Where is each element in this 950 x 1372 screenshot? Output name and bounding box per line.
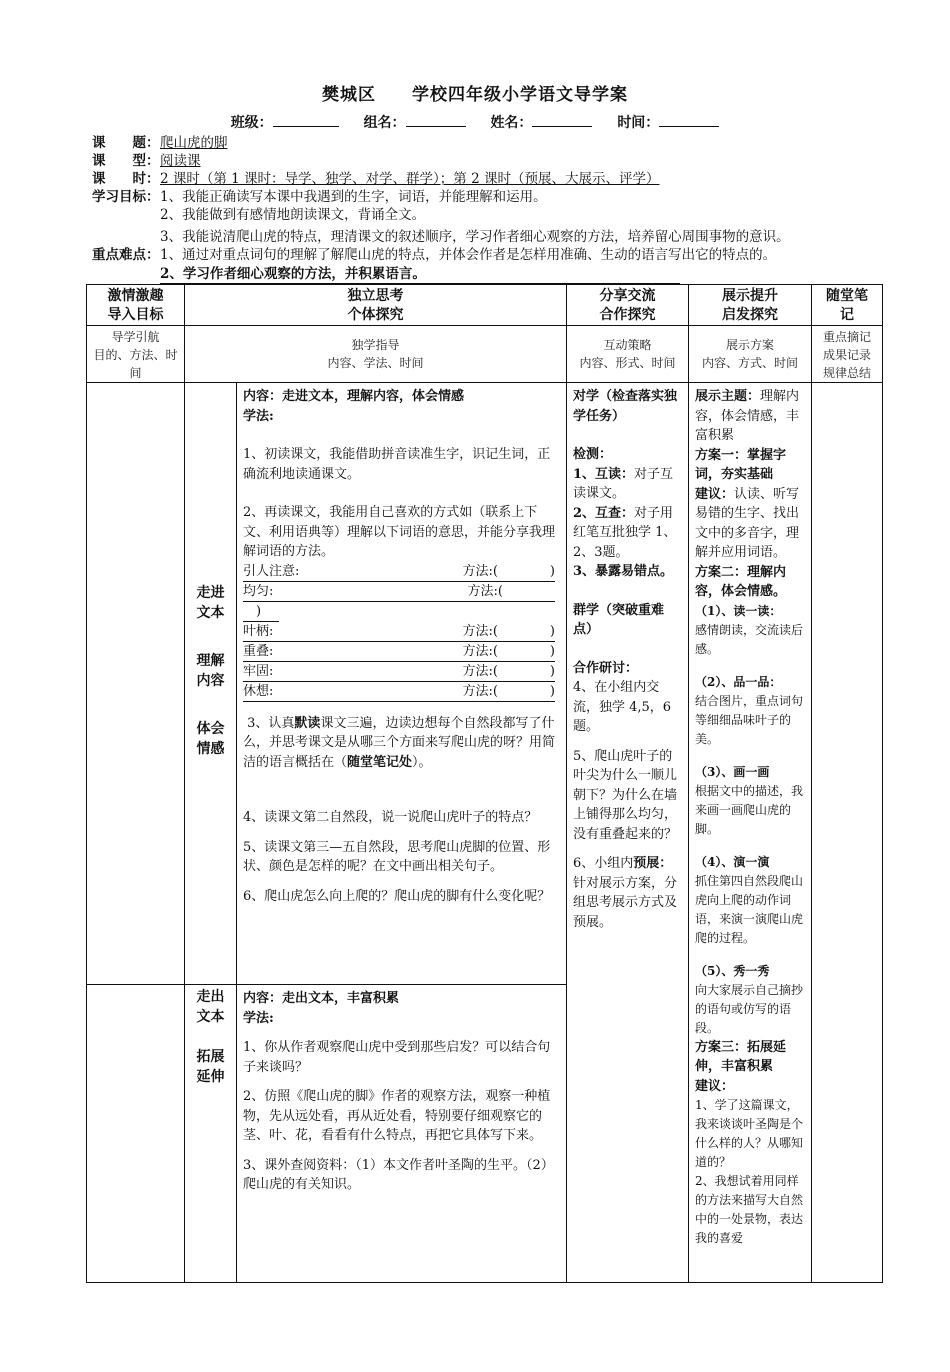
header-independent: [185, 285, 567, 326]
share-item: 4、在小组内交流，独学 4,5，6 题。: [573, 680, 672, 734]
side-label: 情感: [196, 741, 225, 757]
show-activity: 抓住第四自然段爬山虎向上爬的动作词语，来演一演爬山虎爬的过程。: [695, 873, 804, 945]
vocab-method: 方法:( ): [462, 563, 555, 579]
show-activity-title: （1）、读一读：: [695, 603, 782, 618]
section-one-label: [185, 383, 237, 985]
subheader-text: 内容、学法、时间: [327, 356, 424, 370]
show-text: 建议：: [695, 486, 735, 502]
key-label: 重点难点：: [92, 247, 160, 263]
task-item: 1、初读课文，我能借助拼音读准生字，识记生词，正确流利地读通课文。: [243, 447, 551, 482]
subheader-notes: [812, 326, 883, 383]
subheader-text: 内容、形式、时间: [579, 356, 676, 370]
subheader-text: 重点摘记: [822, 330, 871, 344]
side-label: 拓展: [196, 1049, 225, 1065]
header-show: [689, 285, 812, 326]
goal-item: 3、我能说清爬山虎的特点，理清课文的叙述顺序，学习作者细心观察的方法，培养留心周围事物的意识。: [160, 229, 790, 245]
goal-item: 2、我能做到有感情地朗读课文，背诵全文。: [160, 207, 426, 223]
task-item: 1、你从作者观察爬山虎中受到那些启发？可以结合句子来谈吗？: [243, 1040, 551, 1075]
goals-label: 学习目标：: [92, 189, 160, 205]
subheader-show: [689, 326, 812, 383]
key-row: [92, 246, 776, 264]
header-text: 导入目标: [107, 307, 164, 323]
share-text: 对子互读课文。: [573, 466, 674, 501]
section-one-guidance: [237, 383, 567, 985]
vocab-row[interactable]: [243, 582, 555, 602]
content-title: 内容：走出文本，丰富积累: [243, 991, 400, 1006]
show-activity: 向大家展示自己摘抄的语句或仿写的语段。: [695, 982, 804, 1035]
show-text: 理解内容，体会情感，丰富积累: [695, 389, 800, 443]
header-intro: [87, 285, 185, 326]
hours-label: 课 时：: [92, 171, 160, 187]
vocab-row[interactable]: [243, 682, 555, 702]
header-text: 合作探究: [599, 307, 656, 323]
share-subtitle: 合作研讨：: [573, 660, 639, 676]
show-activity: 根据文中的描述，我来画一画爬山虎的脚。: [695, 783, 804, 836]
show-activity: 结合图片，重点词句等细细品味叶子的美。: [695, 693, 804, 746]
share-text: 预展：: [633, 856, 673, 871]
task-text: 默读: [294, 715, 321, 731]
vocab-method: 方法:( ): [462, 663, 555, 679]
task-item: 6、爬山虎怎么向上爬的？爬山虎的脚有什么变化呢？: [243, 888, 551, 904]
share-text: 2、互查：: [573, 505, 635, 521]
header-text: 展示提升: [722, 288, 778, 304]
task-item: 3、课外查阅资料：（1）本文作者叶圣陶的生平。（2）爬山虎的有关知识。: [243, 1157, 554, 1192]
vocab-word: 休想:: [243, 683, 274, 699]
task-item: 5、读课文第三—五自然段，思考爬山虎脚的位置、形状、颜色是怎样的呢？在文中画出相关句子。: [243, 839, 551, 874]
subheader-text: 规律总结: [822, 366, 871, 380]
show-activity-title: （2）、品一品：: [695, 674, 782, 689]
document-title: [0, 80, 950, 105]
table-header-row: [87, 285, 883, 326]
task-item: 2、仿照《爬山虎的脚》作者的观察方法，观察一种植物，先从远处看，再从近处看，特别要仔细观察它的茎、叶、花，看看有什么特点，再把它具体写下来。: [243, 1089, 551, 1143]
type-value: 阅读课: [160, 153, 201, 169]
show-activity-title: （5）、秀一秀: [695, 963, 770, 978]
side-label: 文本: [196, 1009, 225, 1025]
show-activity-title: （4）、演一演: [695, 854, 770, 869]
header-text: 个体探究: [347, 307, 404, 323]
subheader-text: 展示方案: [725, 338, 774, 352]
subheader-text: 内容、方式、时间: [701, 356, 798, 370]
subheader-text: 独学指导: [351, 338, 400, 352]
task-item: 2、再读课文，我能用自己喜欢的方式如（联系上下文、利用语典等）理解以下词语的意思，并能分享我理解词语的方法。: [243, 505, 556, 559]
name-label: 姓名：: [490, 115, 533, 131]
content-title: 内容：走进文本，理解内容，体会情感: [243, 389, 465, 404]
vocab-word: 叶柄:: [243, 623, 274, 639]
vocab-method: 方法:(: [467, 583, 555, 599]
group-label: 组名：: [363, 115, 406, 131]
vocab-list: [243, 562, 560, 702]
subheader-text: 目的、方法、时: [93, 348, 178, 362]
share-cell: [567, 383, 689, 1283]
vocab-word: 均匀:: [243, 583, 274, 599]
topic-value: 爬山虎的脚: [160, 135, 228, 151]
goal-item: 1、我能正确读写本课中我遇到的生字，词语，并能理解和运用。: [160, 189, 547, 205]
share-text: 对子用红笔互批独学 1、2、3题。: [573, 505, 677, 560]
table-subheader-row: [87, 326, 883, 383]
student-info-line: [0, 112, 950, 132]
method-label: 学法:: [243, 1010, 274, 1026]
header-text: 随堂笔: [826, 288, 868, 304]
share-title: 群学（突破重难点）: [573, 602, 665, 637]
vocab-row[interactable]: [243, 662, 555, 682]
name-field[interactable]: [532, 112, 592, 127]
subheader-text: 成果记录: [822, 348, 871, 362]
header-text: 启发探究: [722, 307, 778, 323]
section-two-label: [185, 985, 237, 1283]
show-cell: [689, 383, 812, 1283]
share-text: 1、互读：: [573, 466, 635, 482]
vocab-row[interactable]: [243, 602, 279, 622]
show-plan: 方案一：掌握字词，夯实基础: [695, 447, 787, 482]
share-item: 3、暴露易错点。: [573, 564, 674, 579]
section-one-intro-cell: [87, 383, 185, 985]
hours-row: [92, 170, 659, 188]
header-text: 独立思考: [347, 288, 404, 304]
header-text: 激情激趣: [107, 288, 164, 304]
share-text: 6、小组内: [573, 856, 634, 871]
lesson-table: [86, 284, 883, 1283]
subheader-text: 间: [129, 366, 142, 380]
key-item: 2、学习作者细心观察的方法，并积累语言。: [160, 265, 680, 284]
subheader-share: [567, 326, 689, 383]
vocab-method: 方法:( ): [462, 643, 555, 659]
vocab-row[interactable]: [243, 642, 555, 662]
method-label: 学法:: [243, 408, 274, 424]
task-text: 3、认真: [247, 715, 295, 731]
vocab-method: 方法:( ): [462, 623, 555, 639]
share-title: 对学（检查落实独学任务）: [573, 389, 678, 424]
show-theme: [695, 387, 805, 446]
side-label: 走出: [196, 989, 225, 1005]
show-text: 认读、听写易错的生字、找出文中的多音字，理解并应用词语。: [695, 486, 800, 560]
side-label: 文本: [196, 605, 225, 621]
district-name: 樊城区: [322, 85, 376, 105]
hours-value: 2 课时（第 1 课时：导学、独学、对学、群学）；第 2 课时（预展、大展示、评学）: [160, 171, 660, 187]
vocab-row[interactable]: [243, 622, 555, 642]
task-text: 随堂笔记处: [347, 754, 413, 770]
side-label: 延伸: [196, 1069, 225, 1085]
share-item: [573, 854, 682, 932]
show-activity: 感情朗读，交流读后感。: [695, 622, 804, 656]
header-text: 分享交流: [599, 288, 656, 304]
vocab-word: 牢固:: [243, 663, 274, 679]
vocab-row[interactable]: [243, 562, 555, 582]
type-row: [92, 152, 201, 170]
subheader-intro: [87, 326, 185, 383]
show-activity: 1、学了这篇课文，我来谈谈叶圣陶是个什么样的人？从哪知道的？: [695, 1098, 804, 1169]
task-item: [243, 714, 560, 773]
section-two-intro-cell: [87, 985, 185, 1283]
share-subtitle: 检测：: [573, 447, 613, 462]
class-field[interactable]: [273, 112, 339, 127]
subheader-independent: [185, 326, 567, 383]
section-one-row: [87, 383, 883, 985]
side-label: 内容: [196, 673, 225, 689]
time-label: 时间：: [617, 115, 660, 131]
group-field[interactable]: [406, 112, 466, 127]
time-field[interactable]: [659, 112, 719, 127]
topic-row: [92, 134, 228, 152]
section-two-guidance: [237, 985, 567, 1283]
share-item: 5、爬山虎叶子的叶尖为什么一顺儿朝下？为什么在墙上铺得那么均匀，没有重叠起来的？: [573, 748, 678, 842]
share-item: [573, 465, 682, 504]
plan-title: 学校四年级小学语文导学案: [412, 85, 628, 105]
subheader-text: 互动策略: [603, 338, 652, 352]
task-text: 课文三遍，边读边想每个自然段都写了什么，并思考课文是从哪三个方面来写爬山虎的呀？用简洁的语言概括在（: [243, 715, 556, 770]
subheader-text: 导学引航: [111, 330, 160, 344]
type-label: 课 型：: [92, 153, 160, 169]
class-label: 班级：: [230, 115, 273, 131]
show-activity: 2、我想试着用同样的方法来描写大自然中的一处景物，表达我的喜爱: [695, 1174, 804, 1245]
vocab-method: 方法:( ): [462, 683, 555, 699]
show-advice: 建议：: [695, 1078, 735, 1094]
header-share: [567, 285, 689, 326]
notes-cell[interactable]: [812, 383, 883, 1283]
goals-row: [92, 188, 547, 206]
key-item: 1、通过对重点词句的理解了解爬山虎的特点，并体会作者是怎样用准确、生动的语言写出它的特点的。: [160, 247, 777, 263]
vocab-word: ): [243, 603, 262, 619]
header-notes: [812, 285, 883, 326]
task-text: ）。: [412, 754, 432, 770]
side-label: 走进: [196, 585, 225, 601]
share-text: 针对展示方案，分组思考展示方式及预展。: [573, 875, 678, 930]
show-plan: 方案二：理解内容，体会情感。: [695, 564, 787, 599]
topic-label: 课 题：: [92, 135, 160, 151]
show-activity-title: （3）、画一画: [695, 764, 770, 779]
side-label: 体会: [196, 721, 225, 737]
show-plan: 方案三：拓展延伸，丰富积累: [695, 1039, 787, 1074]
share-item: [573, 504, 682, 563]
show-advice: [695, 485, 805, 563]
task-item: 4、读课文第二自然段，说一说爬山虎叶子的特点？: [243, 810, 538, 825]
header-text: 记: [840, 307, 854, 323]
vocab-word: 引人注意:: [243, 563, 300, 579]
vocab-word: 重叠:: [243, 643, 274, 659]
show-text: 展示主题：: [695, 389, 761, 404]
side-label: 理解: [196, 653, 225, 669]
